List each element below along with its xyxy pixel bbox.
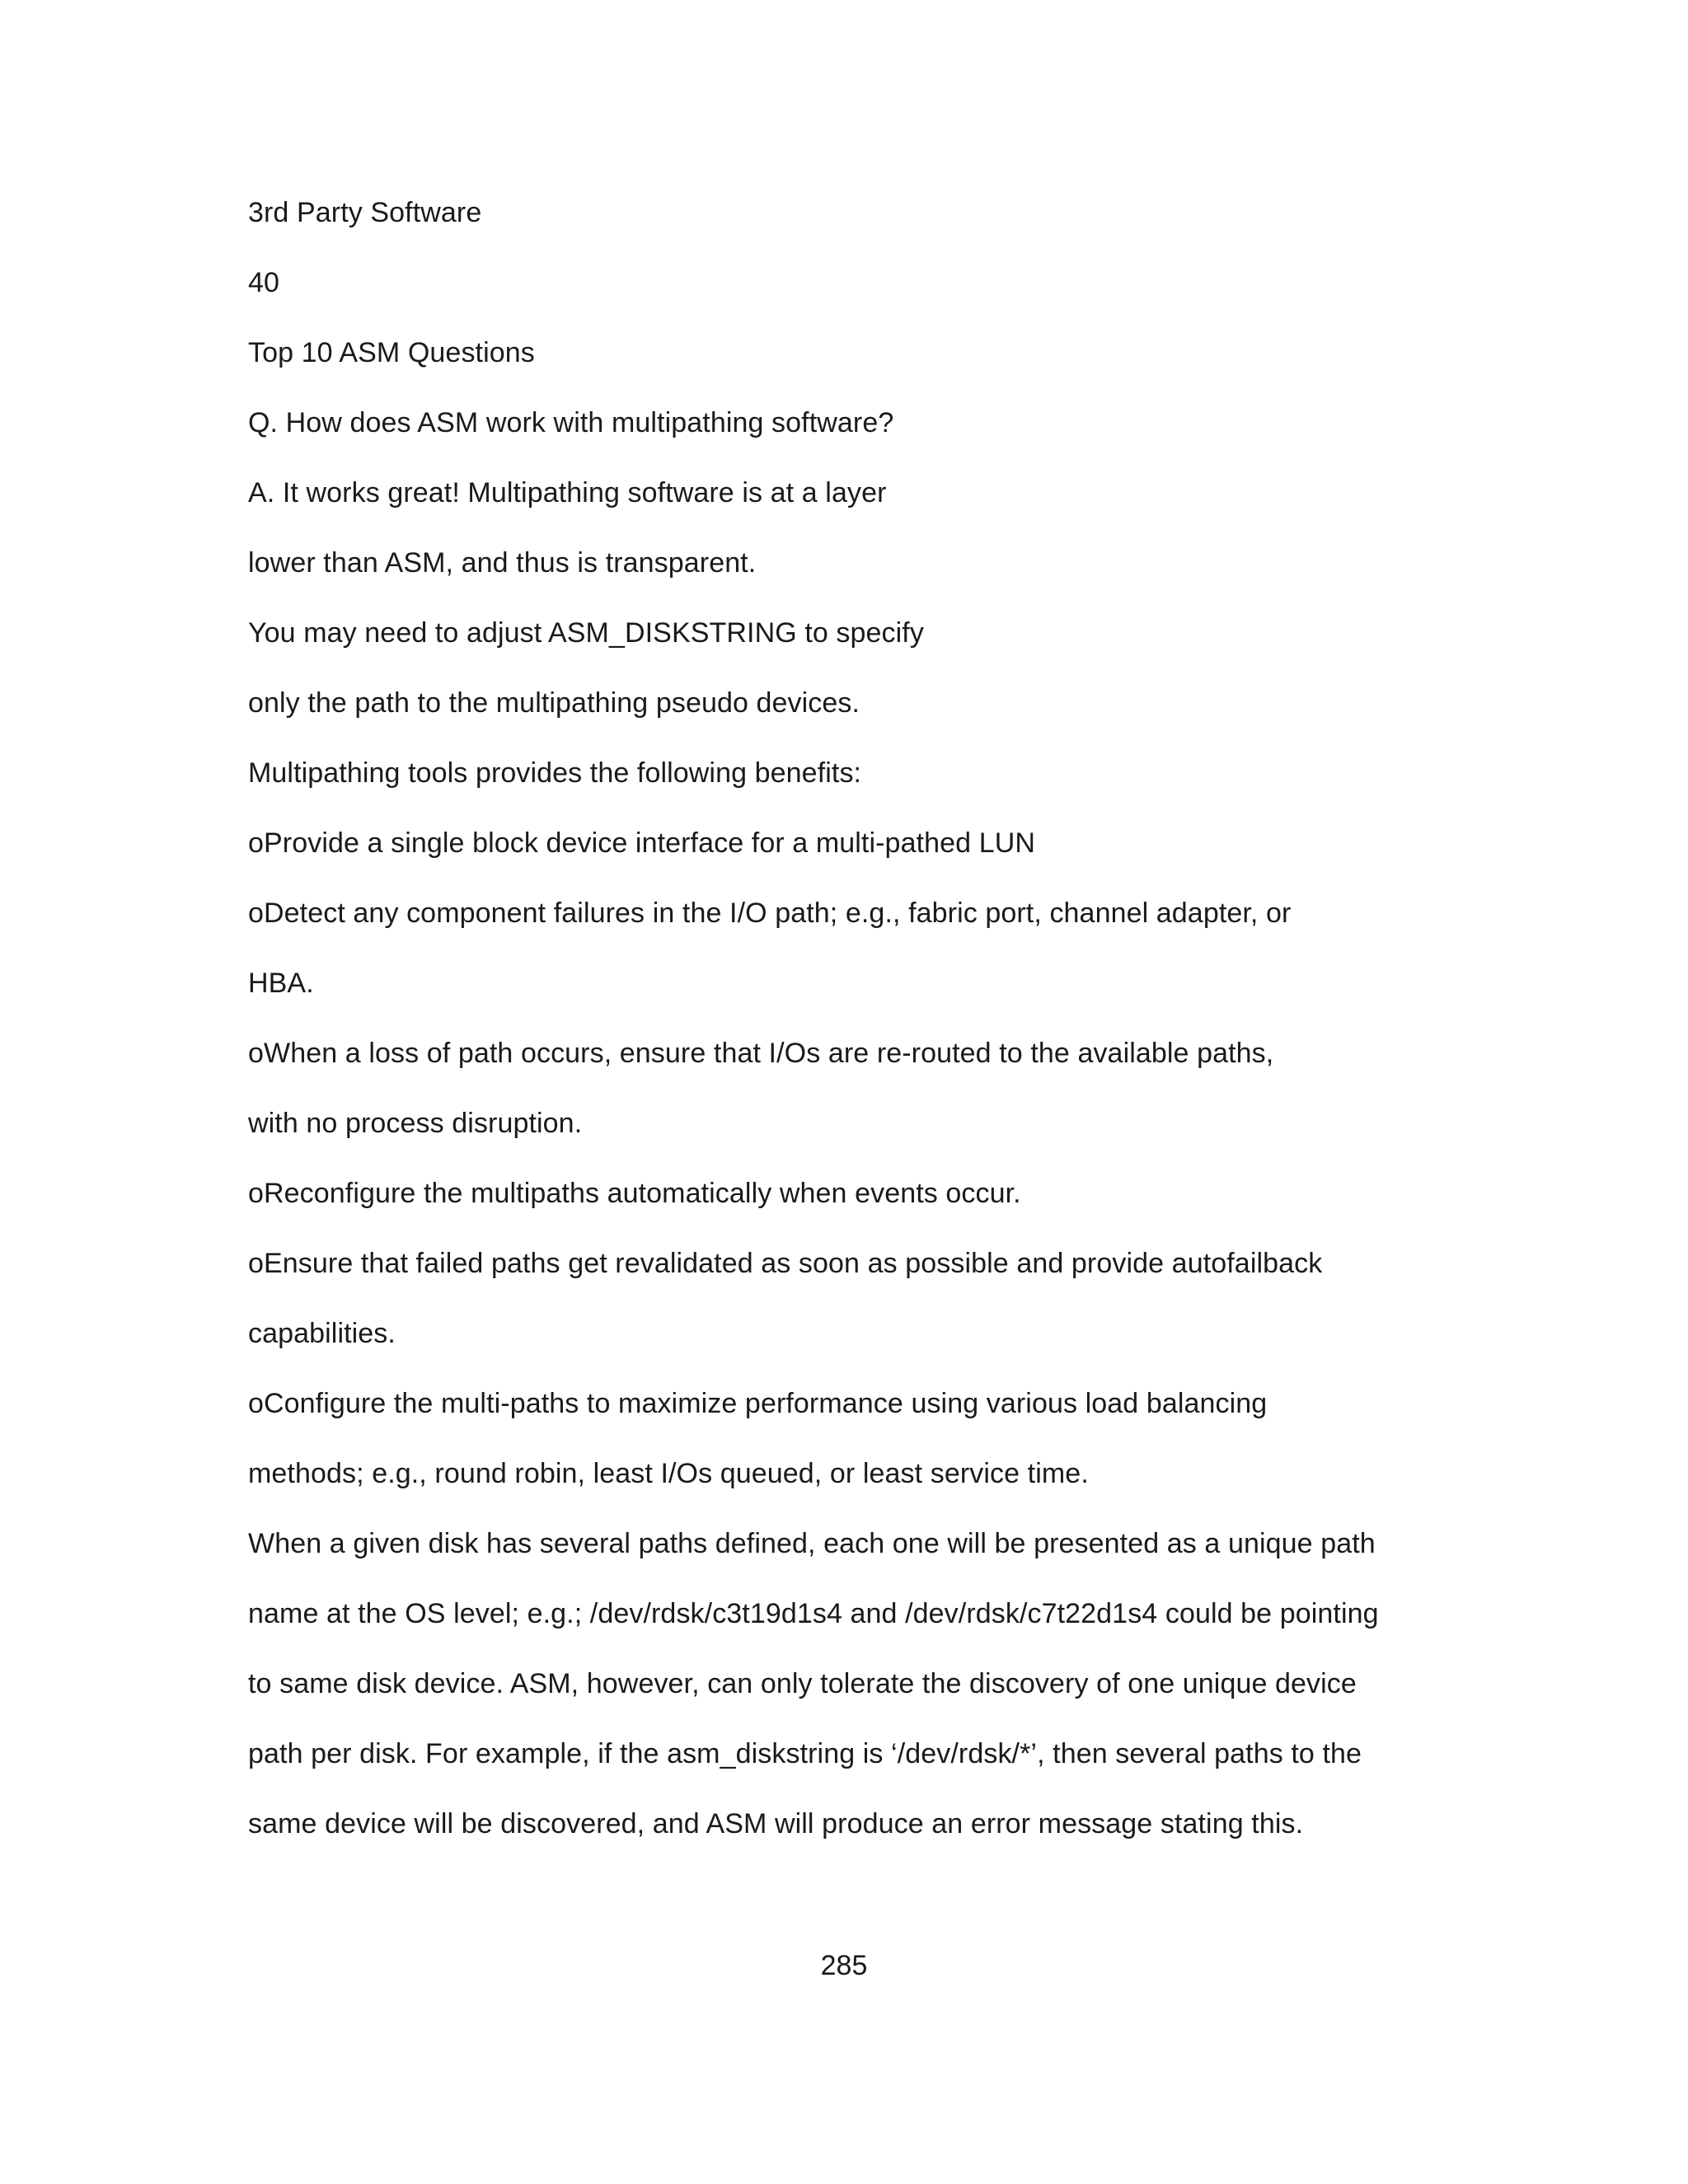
answer-line: A. It works great! Multipathing software is at a layer (248, 477, 887, 509)
benefit-item: oWhen a loss of path occurs, ensure that I/Os are re-routed to the available paths, (248, 1038, 1274, 1069)
benefit-item: oConfigure the multi-paths to maximize performance using various load balancing (248, 1388, 1268, 1419)
benefit-item: oReconfigure the multipaths automatically when events occur. (248, 1178, 1021, 1209)
text-line: only the path to the multipathing pseudo devices. (248, 687, 860, 719)
question-line: Q. How does ASM work with multipathing software? (248, 407, 894, 438)
benefit-item: oDetect any component failures in the I/O path; e.g., fabric port, channel adapter, or (248, 898, 1292, 929)
paragraph-line: same device will be discovered, and ASM will produce an error message stating this. (248, 1808, 1304, 1840)
slide-number: 40 (248, 267, 280, 298)
text-line: Multipathing tools provides the following benefits: (248, 757, 862, 789)
text-line: with no process disruption. (248, 1108, 583, 1139)
benefit-item: oEnsure that failed paths get revalidated as soon as possible and provide autofailback (248, 1248, 1323, 1279)
text-line: HBA. (248, 968, 314, 999)
paragraph-line: name at the OS level; e.g.; /dev/rdsk/c3t19d1s4 and /dev/rdsk/c7t22d1s4 could be pointing (248, 1598, 1379, 1629)
text-line: capabilities. (248, 1318, 396, 1349)
text-line: You may need to adjust ASM_DISKSTRING to specify (248, 617, 924, 649)
section-label: 3rd Party Software (248, 197, 482, 228)
slide-title: Top 10 ASM Questions (248, 337, 535, 368)
page-number: 285 (820, 1950, 868, 1981)
text-line: lower than ASM, and thus is transparent. (248, 547, 757, 579)
paragraph-line: When a given disk has several paths defined, each one will be presented as a unique path (248, 1528, 1376, 1559)
page-body (248, 196, 1484, 1877)
benefit-item: oProvide a single block device interface for a multi-pathed LUN (248, 827, 1036, 859)
text-line: methods; e.g., round robin, least I/Os queued, or least service time. (248, 1458, 1089, 1489)
paragraph-line: to same disk device. ASM, however, can only tolerate the discovery of one unique device (248, 1668, 1357, 1699)
paragraph-line: path per disk. For example, if the asm_diskstring is ‘/dev/rdsk/*’, then several paths to the (248, 1738, 1362, 1769)
